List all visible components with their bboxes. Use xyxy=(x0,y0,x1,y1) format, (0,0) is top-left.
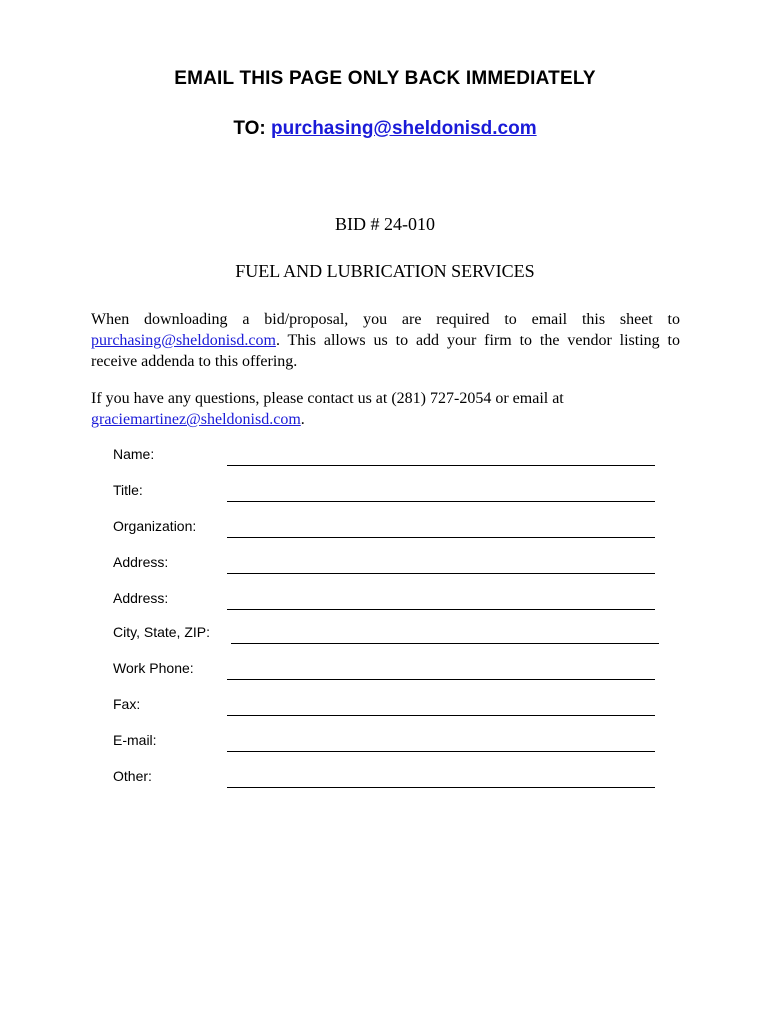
instructions-text-start: When downloading a bid/proposal, you are required to email this sheet to xyxy=(91,311,680,328)
page-title: EMAIL THIS PAGE ONLY BACK IMMEDIATELY xyxy=(174,68,596,89)
field-blank-line[interactable] xyxy=(227,537,655,538)
field-label: Name: xyxy=(113,446,155,462)
instructions-paragraph xyxy=(91,309,680,372)
purchasing-email-link[interactable]: purchasing@sheldonisd.com xyxy=(271,118,537,139)
field-label: City, State, ZIP: xyxy=(113,624,210,640)
field-blank-line[interactable] xyxy=(227,573,655,574)
to-label: TO: xyxy=(233,118,266,139)
field-blank-line[interactable] xyxy=(227,715,655,716)
bid-title: FUEL AND LUBRICATION SERVICES xyxy=(235,261,535,281)
contact-text-start: If you have any questions, please contact us at (281) 727-2054 or email at xyxy=(91,390,564,407)
field-blank-line[interactable] xyxy=(227,751,655,752)
field-label: Address: xyxy=(113,554,169,570)
fax-field[interactable] xyxy=(113,694,661,716)
field-label: Fax: xyxy=(113,696,141,712)
field-label: Other: xyxy=(113,768,152,784)
field-blank-line[interactable] xyxy=(231,643,659,644)
field-blank-line[interactable] xyxy=(227,465,655,466)
address-field-1[interactable] xyxy=(113,552,661,574)
name-field[interactable] xyxy=(113,444,661,466)
recipient-line xyxy=(0,118,770,140)
field-label: E-mail: xyxy=(113,732,157,748)
field-blank-line[interactable] xyxy=(227,679,655,680)
field-blank-line[interactable] xyxy=(227,787,655,788)
contact-paragraph xyxy=(91,388,680,430)
email-field[interactable] xyxy=(113,730,661,752)
field-label: Address: xyxy=(113,590,169,606)
other-field[interactable] xyxy=(113,766,661,788)
field-label: Title: xyxy=(113,482,143,498)
bid-number: BID # 24-010 xyxy=(335,214,435,234)
field-label: Organization: xyxy=(113,518,197,534)
contact-email-link[interactable]: graciemartinez@sheldonisd.com xyxy=(91,411,301,428)
address-field-2[interactable] xyxy=(113,588,661,610)
field-label: Work Phone: xyxy=(113,660,194,676)
purchasing-email-link-inline[interactable]: purchasing@sheldonisd.com xyxy=(91,332,276,349)
contact-text-end: . xyxy=(300,411,305,428)
instructions-text-end: . This allows us to add your firm to the vendor listing to receive addenda to this offering. xyxy=(91,332,680,370)
field-blank-line[interactable] xyxy=(227,609,655,610)
organization-field[interactable] xyxy=(113,516,661,538)
field-blank-line[interactable] xyxy=(227,501,655,502)
work-phone-field[interactable] xyxy=(113,658,661,680)
title-field[interactable] xyxy=(113,480,661,502)
city-state-zip-field[interactable] xyxy=(113,622,661,644)
